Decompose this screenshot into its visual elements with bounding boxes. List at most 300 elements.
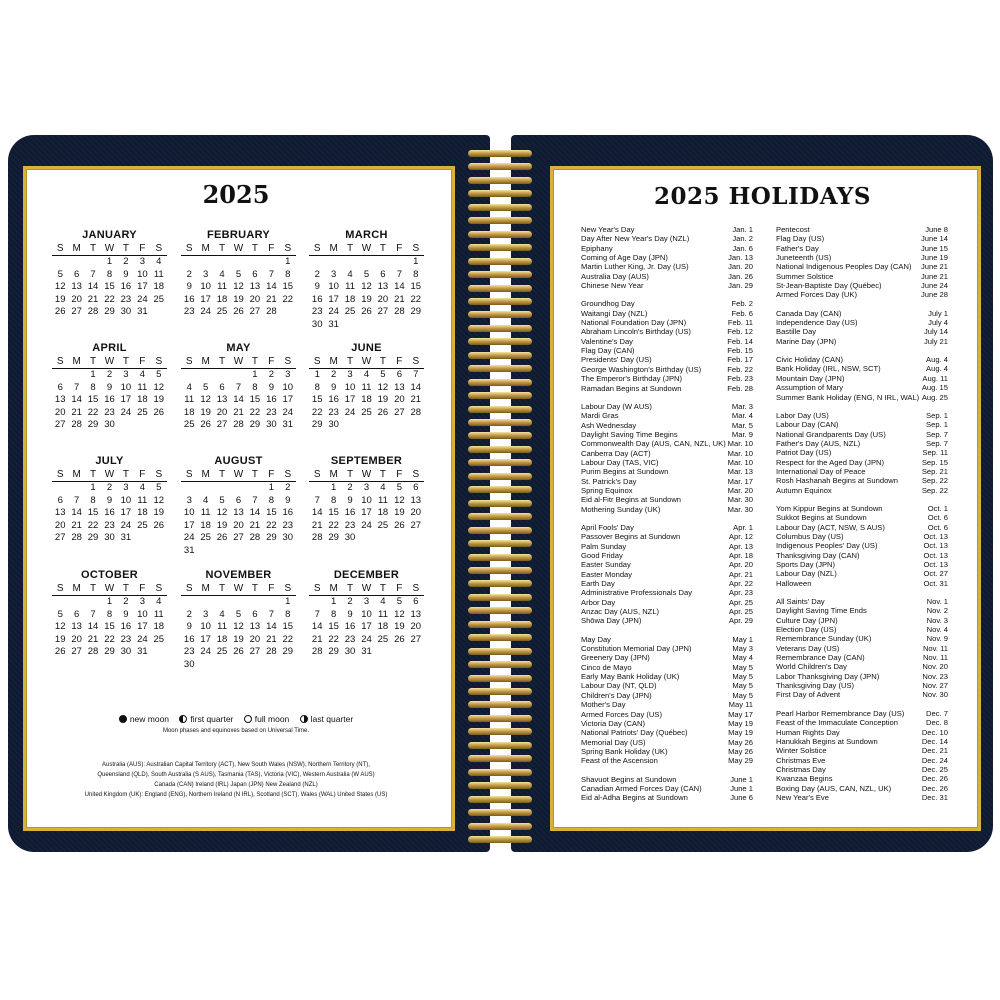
holiday-row: [581, 234, 753, 243]
holiday-date: Apr. 12: [728, 532, 753, 542]
holiday-name: Canada Day (CAN): [776, 308, 842, 318]
day-cell: 13: [233, 507, 244, 518]
month-gap: [581, 514, 753, 523]
spiral-ring: [468, 742, 532, 749]
day-cell: 4: [219, 268, 225, 280]
day-cell: 22: [410, 293, 422, 305]
holiday-row: [581, 523, 753, 532]
holiday-row: [581, 681, 753, 690]
blank-day: [68, 369, 84, 382]
month-name: OCTOBER: [81, 569, 138, 581]
weekday-header: [181, 242, 296, 256]
holiday-date: Sep. 1: [926, 410, 948, 420]
day-cell: 10: [120, 381, 132, 393]
holiday-name: Father's Day (AUS, NZL): [776, 438, 861, 448]
day-cell: 23: [120, 633, 132, 645]
spiral-ring: [468, 419, 532, 426]
day-cell: 23: [120, 293, 132, 305]
day-cell: 20: [410, 507, 422, 518]
spiral-ring: [468, 648, 532, 655]
day-cell: 3: [123, 482, 129, 493]
holiday-name: Mother's Day: [581, 700, 626, 710]
weekday-label: T: [347, 356, 354, 367]
holiday-row: [581, 663, 753, 672]
holiday-date: Apr. 20: [728, 560, 753, 570]
day-cell: 28: [266, 646, 277, 657]
holiday-date: May 26: [728, 746, 753, 756]
holiday-date: Aug. 11: [922, 373, 948, 383]
holiday-row: [776, 262, 948, 271]
day-cell: 24: [137, 633, 148, 645]
abbreviation-line: Australia (AUS): Australian Capital Territory (ACT), New South Wales (NSW), Northern Territory (NT),: [102, 762, 370, 768]
day-cell: 25: [137, 519, 148, 531]
day-cell: 2: [347, 596, 353, 607]
holiday-date: Jan. 20: [728, 262, 753, 272]
day-cell: 2: [330, 369, 337, 380]
day-cell: 22: [328, 519, 339, 531]
blank-day: [181, 482, 197, 495]
holiday-column-right: [776, 225, 948, 802]
holiday-date: Jan. 1: [732, 225, 753, 234]
holiday-date: July 4: [928, 318, 948, 328]
blank-day: [230, 256, 246, 269]
day-cell: 8: [330, 494, 337, 506]
holiday-name: May Day: [581, 634, 611, 644]
day-cell: 28: [311, 646, 323, 657]
weekday-label: T: [379, 469, 386, 480]
day-cell: 11: [153, 608, 164, 620]
day-cell: 27: [71, 306, 82, 317]
day-cell: 6: [413, 482, 419, 493]
day-cell: 30: [311, 318, 323, 330]
weekday-label: W: [361, 243, 372, 254]
holiday-date: May 5: [732, 690, 753, 700]
holiday-row: [776, 541, 948, 550]
holiday-name: Feast of the Immaculate Conception: [776, 718, 898, 728]
day-cell: 19: [153, 507, 165, 518]
holiday-row: [581, 299, 753, 308]
day-grid: [181, 596, 296, 671]
day-cell: 20: [71, 633, 82, 645]
day-cell: 5: [363, 268, 370, 280]
day-cell: 19: [153, 394, 165, 405]
day-cell: 14: [266, 621, 277, 632]
holiday-date: Mar. 10: [727, 448, 753, 458]
day-cell: 7: [314, 608, 320, 620]
holiday-date: Apr. 23: [728, 588, 753, 598]
holiday-date: July 1: [928, 308, 948, 318]
day-cell: 14: [394, 281, 405, 292]
weekday-header: [181, 468, 296, 482]
holiday-row: [776, 513, 948, 522]
holiday-row: [581, 738, 753, 747]
holiday-date: Nov. 9: [926, 634, 948, 644]
spiral-ring: [468, 836, 532, 843]
day-cell: 6: [57, 494, 63, 506]
legend-label: last quarter: [310, 714, 354, 724]
day-cell: 8: [330, 608, 337, 620]
holiday-row: [776, 383, 948, 392]
day-cell: 29: [311, 419, 323, 430]
holiday-date: Mar. 20: [727, 485, 753, 495]
holiday-name: Human Rights Day: [776, 727, 840, 737]
holiday-date: Sep. 1: [926, 420, 948, 430]
day-cell: 8: [314, 381, 320, 393]
holiday-row: [581, 384, 753, 393]
holiday-row: [581, 700, 753, 709]
holiday-date: Dec. 31: [921, 792, 948, 802]
holiday-date: July 14: [923, 327, 948, 337]
holiday-date: Feb. 17: [727, 355, 753, 365]
day-cell: 17: [328, 293, 339, 305]
holiday-row: [776, 439, 948, 448]
weekday-label: S: [155, 469, 163, 480]
holiday-row: [581, 607, 753, 616]
day-cell: 29: [282, 646, 294, 657]
day-cell: 11: [200, 507, 211, 518]
blank-day: [52, 596, 68, 609]
weekday-label: S: [313, 356, 321, 367]
holiday-name: Halloween: [776, 578, 812, 588]
holiday-row: [776, 551, 948, 560]
holiday-date: June 6: [730, 793, 753, 803]
holiday-row: [776, 272, 948, 281]
month-name: MARCH: [345, 229, 388, 241]
holiday-date: Dec. 14: [921, 736, 948, 746]
day-cell: 8: [268, 494, 274, 506]
day-cell: 26: [200, 419, 211, 430]
blank-day: [181, 256, 197, 269]
holiday-name: Australia Day (AUS): [581, 271, 649, 281]
day-cell: 26: [233, 646, 244, 657]
holiday-name: Waitangi Day (NZL): [581, 308, 648, 318]
day-cell: 19: [377, 394, 389, 405]
holiday-date: Sep. 21: [921, 466, 948, 476]
abbreviation-line: Canada (CAN) Ireland (IRL) Japan (JPN) New Zealand (NZL): [154, 782, 318, 788]
blank-day: [85, 256, 101, 269]
day-cell: 17: [120, 507, 132, 518]
weekday-label: S: [185, 469, 193, 480]
weekday-label: W: [104, 356, 115, 367]
day-cell: 15: [328, 507, 339, 518]
spiral-ring: [468, 432, 532, 439]
holiday-name: International Day of Peace: [776, 466, 866, 476]
day-cell: 29: [104, 646, 115, 657]
holiday-row: [776, 616, 948, 625]
weekday-label: S: [284, 469, 292, 480]
day-cell: 28: [71, 532, 82, 543]
holiday-date: May 26: [728, 737, 753, 747]
day-cell: 13: [54, 507, 66, 518]
weekday-label: S: [284, 583, 292, 594]
day-grid: [52, 596, 167, 659]
day-cell: 30: [328, 419, 339, 430]
day-cell: 4: [139, 482, 145, 493]
blank-day: [52, 256, 68, 269]
weekday-label: T: [251, 583, 258, 594]
holidays-title: 2025 HOLIDAYS: [654, 183, 871, 210]
day-cell: 20: [233, 519, 244, 531]
day-cell: 25: [200, 532, 211, 543]
holiday-date: Apr. 13: [728, 541, 753, 551]
spiral-ring: [468, 446, 532, 453]
day-cell: 4: [156, 596, 162, 607]
weekday-label: W: [233, 356, 244, 367]
holiday-date: Dec. 25: [921, 764, 948, 774]
holiday-name: Early May Bank Holiday (UK): [581, 672, 680, 682]
day-cell: 25: [153, 633, 165, 645]
holiday-date: Apr. 25: [728, 607, 753, 617]
day-cell: 22: [87, 519, 99, 531]
holiday-name: Patriot Day (US): [776, 448, 832, 458]
holiday-date: June 14: [920, 234, 948, 244]
weekday-label: S: [155, 356, 163, 367]
day-cell: 12: [54, 621, 66, 632]
holiday-row: [776, 579, 948, 588]
day-cell: 9: [123, 608, 129, 620]
day-cell: 17: [282, 394, 294, 405]
holiday-date: Nov. 27: [922, 681, 948, 691]
day-cell: 21: [410, 394, 422, 405]
holiday-date: Sep. 15: [921, 457, 948, 467]
day-cell: 27: [54, 419, 66, 430]
holiday-row: [776, 309, 948, 318]
day-cell: 10: [200, 621, 211, 632]
day-cell: 18: [137, 507, 148, 518]
day-cell: 21: [87, 293, 99, 305]
holiday-date: Jan. 2: [732, 234, 753, 244]
holiday-row: [776, 448, 948, 457]
holiday-name: Labour Day (W AUS): [581, 401, 652, 411]
holiday-row: [776, 728, 948, 737]
weekday-label: F: [396, 583, 403, 594]
holiday-name: Day After New Year's Day (NZL): [581, 234, 690, 244]
day-cell: 21: [233, 406, 244, 418]
day-cell: 2: [106, 482, 113, 493]
day-cell: 19: [361, 293, 372, 305]
weekday-label: S: [155, 583, 163, 594]
holiday-date: May 5: [732, 672, 753, 682]
day-cell: 13: [410, 494, 422, 506]
day-cell: 27: [410, 519, 422, 531]
day-cell: 25: [377, 519, 389, 531]
holiday-row: [776, 393, 948, 402]
day-cell: 14: [249, 507, 261, 518]
day-cell: 7: [268, 268, 274, 280]
day-cell: 22: [266, 519, 277, 531]
holiday-name: Labour Day (NT, QLD): [581, 681, 657, 691]
weekday-label: T: [90, 583, 97, 594]
holiday-row: [776, 718, 948, 727]
day-cell: 5: [202, 381, 209, 393]
day-cell: 17: [361, 621, 372, 632]
blank-day: [375, 256, 391, 269]
holiday-name: Boxing Day (AUS, CAN, NZL, UK): [776, 783, 892, 793]
spiral-ring: [468, 513, 532, 520]
holiday-date: June 24: [920, 281, 948, 291]
holiday-name: Valentine's Day: [581, 336, 633, 346]
month-gap: [776, 346, 948, 355]
holiday-row: [581, 719, 753, 728]
holiday-name: George Washington's Birthday (US): [581, 364, 702, 374]
holiday-row: [776, 234, 948, 243]
day-cell: 7: [396, 268, 402, 280]
month-gap: [581, 626, 753, 635]
holiday-row: [776, 281, 948, 290]
spiral-ring: [468, 365, 532, 372]
holiday-date: Oct. 1: [927, 503, 948, 513]
holiday-row: [581, 570, 753, 579]
day-cell: 7: [314, 494, 320, 506]
day-cell: 10: [282, 381, 294, 393]
holiday-row: [776, 411, 948, 420]
day-grid: [309, 596, 424, 659]
month-june: [309, 342, 424, 432]
day-cell: 18: [377, 507, 389, 518]
weekday-label: S: [313, 583, 321, 594]
spiral-ring: [468, 580, 532, 587]
holiday-date: May 4: [732, 653, 753, 663]
month-gap: [776, 588, 948, 597]
holiday-name: Ramadan Begins at Sundown: [581, 383, 682, 393]
holiday-name: Flag Day (US): [776, 234, 825, 244]
holiday-date: Nov. 11: [922, 653, 948, 663]
day-cell: 11: [361, 381, 372, 393]
day-cell: 10: [361, 608, 372, 620]
day-cell: 20: [249, 293, 261, 305]
day-cell: 3: [139, 256, 145, 267]
holiday-row: [776, 374, 948, 383]
day-cell: 17: [137, 621, 148, 632]
day-cell: 20: [54, 519, 66, 531]
holiday-row: [776, 774, 948, 783]
month-march: [309, 229, 424, 331]
day-cell: 12: [377, 381, 389, 393]
weekday-label: T: [122, 469, 129, 480]
day-cell: 14: [266, 281, 277, 292]
blank-day: [358, 256, 374, 269]
weekday-label: S: [56, 356, 64, 367]
holiday-row: [581, 346, 753, 355]
weekday-label: M: [72, 583, 81, 594]
holiday-row: [581, 775, 753, 784]
day-cell: 7: [413, 369, 419, 380]
holiday-name: Canberra Day (ACT): [581, 448, 651, 458]
weekday-label: S: [155, 243, 163, 254]
spiral-ring: [468, 809, 532, 816]
month-name: JUNE: [351, 342, 382, 354]
holiday-date: Jan. 6: [732, 243, 753, 253]
holiday-date: Aug. 15: [921, 383, 948, 393]
holiday-row: [581, 793, 753, 802]
weekday-header: [52, 582, 167, 596]
holiday-name: Spring Equinox: [581, 485, 633, 495]
holiday-name: National Patriots' Day (Québec): [581, 728, 688, 738]
holiday-row: [581, 477, 753, 486]
day-cell: 24: [200, 306, 211, 317]
weekday-label: W: [104, 469, 115, 480]
holiday-date: Apr. 1: [733, 522, 753, 532]
day-grid: [52, 369, 167, 432]
day-cell: 7: [90, 608, 96, 620]
day-cell: 9: [186, 621, 192, 632]
day-cell: 11: [184, 394, 195, 405]
holiday-row: [581, 486, 753, 495]
day-cell: 3: [139, 596, 145, 607]
holiday-date: May 11: [728, 700, 753, 710]
day-cell: 12: [200, 394, 211, 405]
day-cell: 24: [282, 406, 294, 418]
spiral-ring: [468, 755, 532, 762]
holiday-date: Oct. 31: [923, 578, 948, 588]
weekday-header: [309, 582, 424, 596]
holiday-row: [581, 588, 753, 597]
holiday-row: [581, 505, 753, 514]
spiral-ring: [468, 554, 532, 561]
blank-day: [263, 256, 279, 269]
holiday-row: [776, 681, 948, 690]
holiday-name: Greenery Day (JPN): [581, 653, 650, 663]
holiday-name: New Year's Day: [581, 225, 635, 234]
holiday-name: Hanukkah Begins at Sundown: [776, 736, 878, 746]
holiday-date: Sep. 22: [921, 485, 948, 495]
day-cell: 13: [377, 281, 389, 292]
day-cell: 30: [120, 306, 132, 317]
holiday-name: Bastille Day: [776, 327, 817, 337]
weekday-label: T: [251, 469, 258, 480]
full-moon-icon: [244, 715, 252, 723]
day-cell: 31: [137, 646, 148, 657]
day-cell: 12: [233, 621, 244, 632]
holiday-row: [776, 253, 948, 262]
holiday-name: Columbus Day (US): [776, 531, 844, 541]
holiday-name: All Saints' Day: [776, 597, 825, 607]
holiday-row: [581, 467, 753, 476]
day-grid: [309, 482, 424, 545]
day-cell: 7: [73, 381, 80, 393]
day-cell: 23: [104, 519, 115, 531]
weekday-label: T: [347, 469, 354, 480]
day-cell: 21: [311, 519, 323, 531]
spiral-ring: [468, 338, 532, 345]
holiday-row: [581, 253, 753, 262]
day-cell: 12: [216, 507, 228, 518]
day-cell: 14: [87, 281, 99, 292]
blank-day: [85, 596, 101, 609]
weekday-label: M: [329, 469, 338, 480]
holiday-row: [776, 327, 948, 336]
day-cell: 15: [410, 281, 422, 292]
weekday-label: T: [251, 243, 258, 254]
weekday-label: S: [185, 583, 193, 594]
day-cell: 1: [252, 369, 258, 380]
day-cell: 16: [344, 507, 356, 518]
holiday-column-left: [581, 225, 753, 803]
day-cell: 9: [186, 281, 192, 292]
holiday-date: Aug. 4: [926, 355, 948, 365]
weekday-label: S: [284, 243, 292, 254]
holiday-date: Feb. 15: [727, 346, 753, 356]
day-cell: 8: [106, 268, 113, 280]
day-cell: 14: [311, 507, 323, 518]
day-cell: 15: [282, 281, 294, 292]
day-cell: 4: [380, 482, 386, 493]
day-cell: 21: [266, 293, 277, 305]
holiday-row: [776, 784, 948, 793]
day-cell: 9: [330, 381, 337, 393]
month-name: SEPTEMBER: [330, 455, 403, 467]
holiday-name: Children's Day (JPN): [581, 690, 652, 700]
